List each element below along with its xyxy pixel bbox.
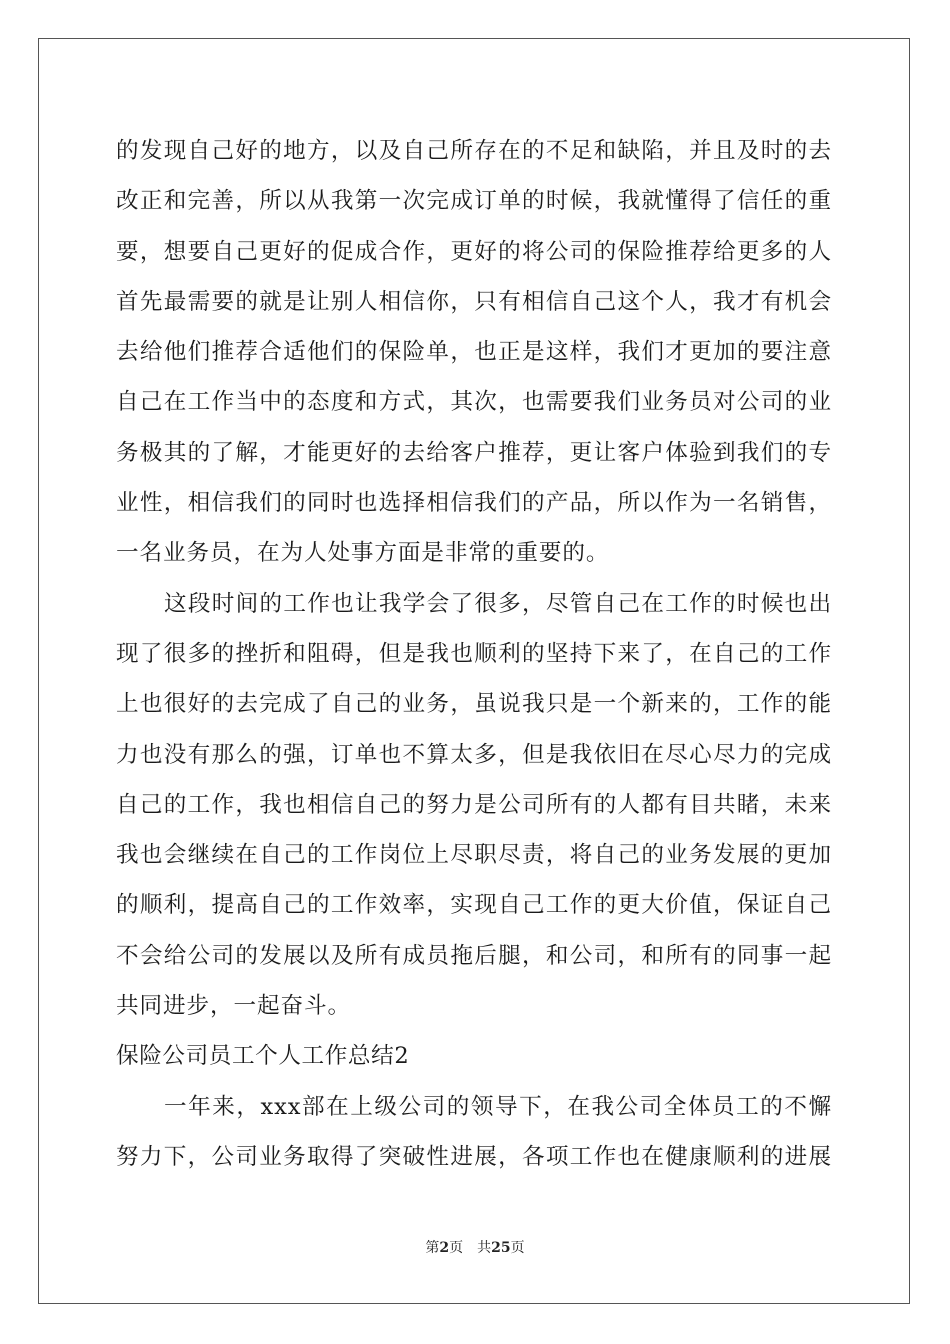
paragraph-line: 务极其的了解，才能更好的去给客户推荐，更让客户体验到我们的专: [116, 439, 832, 466]
paragraph-line: 要，想要自己更好的促成合作，更好的将公司的保险推荐给更多的人: [116, 238, 832, 265]
document-body: [116, 126, 832, 1182]
current-page-number: 2: [439, 1240, 450, 1256]
total-page-count: 25: [491, 1240, 511, 1256]
total-prefix: 共: [477, 1240, 492, 1256]
paragraph-line: 力也没有那么的强，订单也不算太多，但是我依旧在尽心尽力的完成: [116, 741, 832, 768]
paragraph-line: 这段时间的工作也让我学会了很多，尽管自己在工作的时候也出: [164, 590, 832, 617]
paragraph-line: 一名业务员，在为人处事方面是非常的重要的。: [116, 540, 610, 567]
paragraph-line: 改正和完善，所以从我第一次完成订单的时候，我就懂得了信任的重: [116, 188, 832, 215]
paragraph-line: 去给他们推荐合适他们的保险单，也正是这样，我们才更加的要注意: [116, 339, 832, 366]
paragraph-line: 我也会继续在自己的工作岗位上尽职尽责，将自己的业务发展的更加: [116, 842, 832, 869]
paragraph-line: 自己在工作当中的态度和方式，其次，也需要我们业务员对公司的业: [116, 389, 832, 416]
paragraph-line: 不会给公司的发展以及所有成员拖后腿，和公司，和所有的同事一起: [116, 942, 832, 969]
paragraph-line: 自己的工作，我也相信自己的努力是公司所有的人都有目共睹，未来: [116, 791, 832, 818]
paragraph-line: 现了很多的挫折和阻碍，但是我也顺利的坚持下来了，在自己的工作: [116, 640, 832, 667]
paragraph-line: 一年来，xxx部在上级公司的领导下，在我公司全体员工的不懈: [164, 1093, 832, 1120]
total-unit: 页: [510, 1240, 525, 1256]
page-prefix: 第: [425, 1240, 440, 1256]
page-unit: 页: [449, 1240, 464, 1256]
paragraph-line: 共同进步，一起奋斗。: [116, 993, 351, 1020]
paragraph-line: 的顺利，提高自己的工作效率，实现自己工作的更大价值，保证自己: [116, 892, 832, 919]
paragraph-line: 的发现自己好的地方，以及自己所存在的不足和缺陷，并且及时的去: [116, 138, 832, 164]
paragraph-line: 首先最需要的就是让别人相信你，只有相信自己这个人，我才有机会: [116, 288, 832, 315]
page-footer: [0, 1238, 950, 1258]
section-heading: 保险公司员工个人工作总结2: [116, 1043, 410, 1070]
paragraph-line: 上也很好的去完成了自己的业务，虽说我只是一个新来的，工作的能: [116, 691, 832, 718]
paragraph-line: 努力下，公司业务取得了突破性进展，各项工作也在健康顺利的进展: [116, 1143, 832, 1170]
paragraph-line: 业性，相信我们的同时也选择相信我们的产品，所以作为一名销售，: [116, 490, 832, 517]
